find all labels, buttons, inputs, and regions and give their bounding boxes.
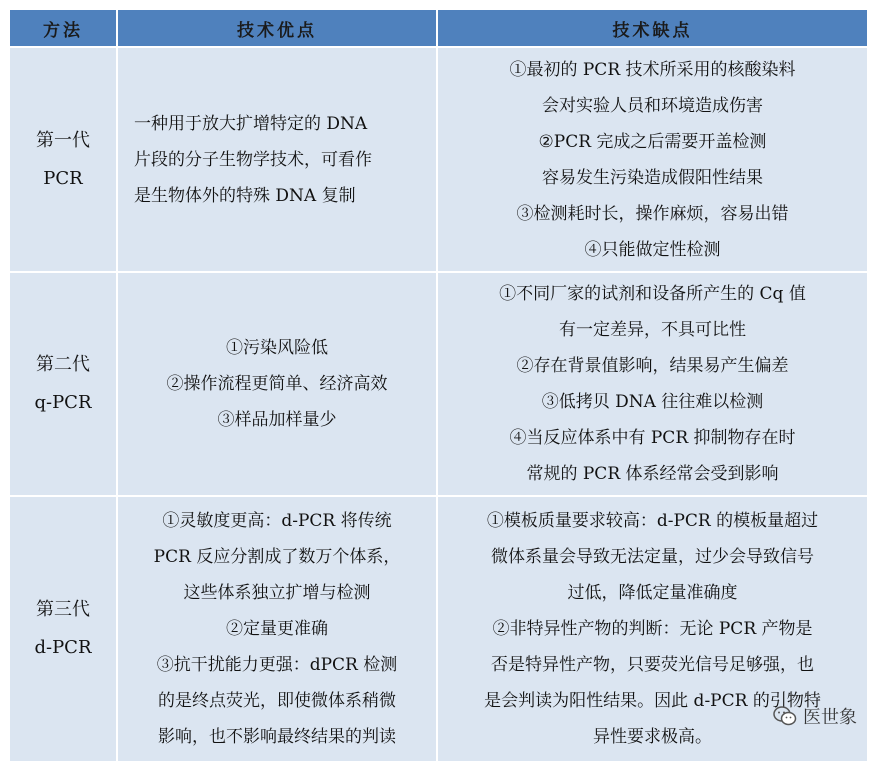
disadvantage-line: ④只能做定性检测 — [584, 239, 721, 260]
table-row — [9, 272, 868, 496]
advantage-line: 片段的分子生物学技术，可看作 — [134, 149, 372, 170]
watermark — [773, 703, 857, 729]
generation-method: q-PCR — [34, 392, 92, 413]
wechat-icon — [773, 705, 797, 727]
disadvantages-cell — [437, 47, 868, 272]
disadvantage-line: 否是特异性产物，只要荧光信号足够强，也 — [491, 655, 814, 675]
disadvantage-line: 有一定差异，不具可比性 — [559, 320, 746, 340]
disadvantage-line: 微体系量会导致无法定量，过少会导致信号 — [491, 547, 814, 567]
generation-cell — [9, 496, 117, 762]
disadvantage-line: ④当反应体系中有 PCR 抑制物存在时 — [509, 428, 796, 448]
advantage-line: 这些体系独立扩增与检测 — [183, 583, 371, 603]
advantage-line: ①灵敏度更高：d-PCR 将传统 — [162, 511, 392, 531]
advantage-line: PCR 反应分割成了数万个体系， — [153, 547, 401, 567]
disadvantage-line: 容易发生污染造成假阳性结果 — [542, 167, 763, 188]
advantage-line: ③样品加样量少 — [217, 410, 337, 430]
disadvantage-line: ①不同厂家的试剂和设备所产生的 Cq 值 — [499, 284, 806, 304]
disadvantage-line: ③检测耗时长，操作麻烦，容易出错 — [516, 203, 789, 224]
disadvantage-line: ②非特异性产物的判断：无论 PCR 产物是 — [492, 619, 813, 639]
disadvantage-line: ②存在背景值影响，结果易产生偏差 — [516, 356, 789, 376]
disadvantage-line: ②PCR 完成之后需要开盖检测 — [538, 131, 767, 152]
disadvantage-line: 过低，降低定量准确度 — [567, 583, 738, 603]
disadvantage-line: ①模板质量要求较高：d-PCR 的模板量超过 — [486, 511, 819, 531]
advantages-cell — [117, 47, 437, 272]
advantage-line: ③抗干扰能力更强：dPCR 检测 — [156, 655, 398, 675]
disadvantage-line: ①最初的 PCR 技术所采用的核酸染料 — [509, 59, 796, 80]
generation-label: 第三代 — [36, 599, 90, 620]
watermark-text: 医世象 — [803, 707, 857, 728]
table-row — [9, 496, 868, 762]
advantages-cell — [117, 272, 437, 496]
header-method: 方法 — [9, 9, 117, 47]
advantage-line: 的是终点荧光，即使微体系稍微 — [158, 691, 396, 711]
advantage-line: ②操作流程更简单、经济高效 — [166, 374, 388, 394]
generation-cell — [9, 272, 117, 496]
table-header-row — [9, 9, 868, 47]
pcr-comparison-table — [8, 8, 869, 763]
generation-label: 第一代 — [36, 129, 90, 151]
table-row — [9, 47, 868, 272]
generation-label: 第二代 — [36, 354, 90, 375]
header-advantages: 技术优点 — [117, 9, 437, 47]
generation-cell — [9, 47, 117, 272]
advantage-line: 是生物体外的特殊 DNA 复制 — [134, 185, 356, 206]
disadvantage-line: 会对实验人员和环境造成伤害 — [542, 95, 763, 116]
advantage-line: 影响，也不影响最终结果的判读 — [158, 727, 396, 747]
disadvantage-line: 是会判读为阳性结果。因此 d-PCR 的引物特 — [484, 691, 821, 711]
advantage-line: 一种用于放大扩增特定的 DNA — [134, 113, 368, 134]
disadvantage-line: ③低拷贝 DNA 往往难以检测 — [541, 392, 764, 412]
generation-method: PCR — [43, 167, 83, 189]
advantages-cell — [117, 496, 437, 762]
generation-method: d-PCR — [34, 637, 92, 658]
advantage-line: ①污染风险低 — [226, 338, 328, 358]
disadvantages-cell — [437, 272, 868, 496]
header-disadvantages: 技术缺点 — [437, 9, 868, 47]
advantage-line: ②定量更准确 — [226, 619, 328, 639]
disadvantage-line: 异性要求极高。 — [593, 727, 712, 747]
disadvantage-line: 常规的 PCR 体系经常会受到影响 — [526, 464, 779, 484]
comparison-table-container — [8, 8, 867, 749]
